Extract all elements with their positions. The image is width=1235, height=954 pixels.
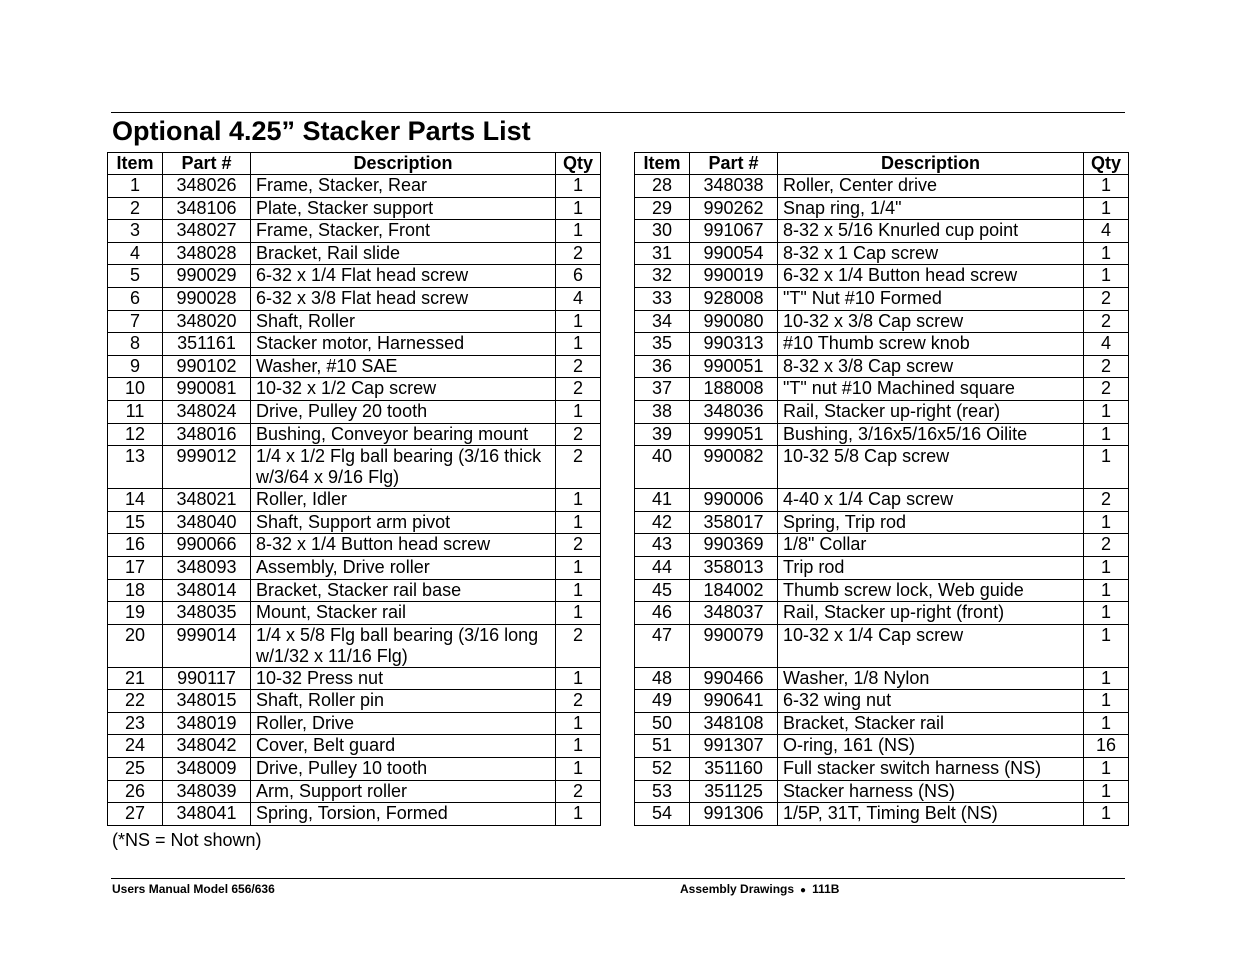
table-row: [108, 400, 601, 423]
cell-description: Frame, Stacker, Front: [251, 220, 556, 243]
cell-item: 10: [108, 378, 163, 401]
cell-part-number: 990019: [690, 265, 778, 288]
table-header-row: [108, 153, 601, 175]
cell-part-number: 990369: [690, 534, 778, 557]
cell-description: 1/4 x 1/2 Flg ball bearing (3/16 thick w/3/64 x 9/16 Flg): [251, 446, 556, 489]
cell-qty: 1: [1084, 423, 1129, 446]
table-row: [108, 602, 601, 625]
table-row: [635, 378, 1129, 401]
cell-item: 43: [635, 534, 690, 557]
cell-description: 10-32 x 1/4 Cap screw: [778, 624, 1084, 667]
cell-description: 8-32 x 5/16 Knurled cup point: [778, 220, 1084, 243]
table-row: [635, 735, 1129, 758]
cell-qty: 1: [556, 310, 601, 333]
cell-part-number: 990082: [690, 446, 778, 489]
cell-item: 19: [108, 602, 163, 625]
cell-part-number: 348026: [163, 175, 251, 198]
cell-description: Rail, Stacker up-right (rear): [778, 400, 1084, 423]
table-row: [108, 489, 601, 512]
table-row: [635, 400, 1129, 423]
cell-item: 5: [108, 265, 163, 288]
cell-qty: 2: [556, 780, 601, 803]
cell-description: 4-40 x 1/4 Cap screw: [778, 489, 1084, 512]
cell-part-number: 990313: [690, 333, 778, 356]
column-header-part: Part #: [163, 153, 251, 175]
cell-part-number: 348040: [163, 511, 251, 534]
table-row: [108, 556, 601, 579]
cell-part-number: 348035: [163, 602, 251, 625]
cell-qty: 1: [1084, 175, 1129, 198]
cell-part-number: 348027: [163, 220, 251, 243]
cell-description: Bracket, Stacker rail base: [251, 579, 556, 602]
table-row: [635, 423, 1129, 446]
cell-item: 36: [635, 355, 690, 378]
header-rule: [111, 112, 1125, 113]
table-row: [635, 579, 1129, 602]
table-row: [635, 310, 1129, 333]
cell-item: 15: [108, 511, 163, 534]
cell-description: Bracket, Stacker rail: [778, 712, 1084, 735]
cell-part-number: 990102: [163, 355, 251, 378]
table-row: [108, 735, 601, 758]
table-row: [635, 624, 1129, 667]
cell-part-number: 990029: [163, 265, 251, 288]
cell-qty: 1: [556, 333, 601, 356]
cell-item: 22: [108, 690, 163, 713]
cell-qty: 2: [556, 624, 601, 667]
cell-description: 10-32 x 1/2 Cap screw: [251, 378, 556, 401]
table-row: [108, 333, 601, 356]
cell-part-number: 348041: [163, 803, 251, 826]
table-row: [635, 265, 1129, 288]
table-row: [108, 197, 601, 220]
footer-section: [680, 881, 839, 899]
cell-description: Plate, Stacker support: [251, 197, 556, 220]
cell-part-number: 990641: [690, 690, 778, 713]
cell-qty: 1: [1084, 602, 1129, 625]
cell-item: 23: [108, 712, 163, 735]
cell-qty: 1: [1084, 197, 1129, 220]
cell-item: 52: [635, 758, 690, 781]
footer-manual-title: Users Manual Model 656/636: [112, 882, 275, 896]
cell-item: 13: [108, 446, 163, 489]
cell-item: 32: [635, 265, 690, 288]
cell-part-number: 348038: [690, 175, 778, 198]
cell-description: 8-32 x 1/4 Button head screw: [251, 534, 556, 557]
cell-description: 8-32 x 3/8 Cap screw: [778, 355, 1084, 378]
table-row: [635, 489, 1129, 512]
cell-part-number: 928008: [690, 287, 778, 310]
cell-item: 4: [108, 242, 163, 265]
cell-qty: 1: [1084, 780, 1129, 803]
cell-part-number: 990080: [690, 310, 778, 333]
cell-qty: 1: [556, 175, 601, 198]
cell-item: 48: [635, 667, 690, 690]
cell-qty: 2: [556, 378, 601, 401]
cell-description: Roller, Center drive: [778, 175, 1084, 198]
cell-qty: 1: [1084, 667, 1129, 690]
cell-part-number: 348019: [163, 712, 251, 735]
table-row: [108, 780, 601, 803]
cell-qty: 2: [556, 534, 601, 557]
cell-qty: 2: [1084, 287, 1129, 310]
table-row: [635, 556, 1129, 579]
cell-qty: 1: [1084, 624, 1129, 667]
cell-part-number: 990006: [690, 489, 778, 512]
table-row: [108, 220, 601, 243]
table-header-row: [635, 153, 1129, 175]
cell-qty: 1: [556, 556, 601, 579]
cell-qty: 1: [1084, 690, 1129, 713]
cell-item: 51: [635, 735, 690, 758]
cell-qty: 1: [556, 489, 601, 512]
cell-qty: 2: [1084, 355, 1129, 378]
cell-qty: 1: [556, 197, 601, 220]
table-row: [108, 175, 601, 198]
cell-item: 24: [108, 735, 163, 758]
cell-description: 10-32 x 3/8 Cap screw: [778, 310, 1084, 333]
cell-part-number: 348036: [690, 400, 778, 423]
table-row: [635, 602, 1129, 625]
cell-qty: 2: [556, 690, 601, 713]
cell-qty: 2: [1084, 310, 1129, 333]
footer-rule: [111, 878, 1125, 879]
cell-part-number: 990054: [690, 242, 778, 265]
table-row: [635, 803, 1129, 826]
cell-item: 12: [108, 423, 163, 446]
cell-item: 35: [635, 333, 690, 356]
cell-qty: 1: [556, 511, 601, 534]
cell-part-number: 348021: [163, 489, 251, 512]
cell-description: Assembly, Drive roller: [251, 556, 556, 579]
cell-qty: 1: [1084, 579, 1129, 602]
cell-item: 3: [108, 220, 163, 243]
table-row: [635, 690, 1129, 713]
cell-description: Spring, Trip rod: [778, 511, 1084, 534]
cell-description: Cover, Belt guard: [251, 735, 556, 758]
cell-item: 18: [108, 579, 163, 602]
cell-item: 6: [108, 287, 163, 310]
cell-item: 44: [635, 556, 690, 579]
cell-qty: 1: [556, 735, 601, 758]
cell-part-number: 990262: [690, 197, 778, 220]
column-header-qty: Qty: [1084, 153, 1129, 175]
cell-item: 9: [108, 355, 163, 378]
cell-item: 14: [108, 489, 163, 512]
column-header-qty: Qty: [556, 153, 601, 175]
column-header-part: Part #: [690, 153, 778, 175]
cell-qty: 1: [1084, 242, 1129, 265]
cell-part-number: 348042: [163, 735, 251, 758]
table-row: [635, 197, 1129, 220]
cell-description: Drive, Pulley 10 tooth: [251, 758, 556, 781]
cell-item: 37: [635, 378, 690, 401]
cell-description: Roller, Drive: [251, 712, 556, 735]
cell-description: 6-32 wing nut: [778, 690, 1084, 713]
table-row: [108, 758, 601, 781]
cell-item: 39: [635, 423, 690, 446]
cell-qty: 1: [556, 579, 601, 602]
cell-description: Mount, Stacker rail: [251, 602, 556, 625]
cell-qty: 1: [556, 667, 601, 690]
cell-item: 50: [635, 712, 690, 735]
cell-qty: 1: [556, 803, 601, 826]
cell-description: 8-32 x 1 Cap screw: [778, 242, 1084, 265]
cell-description: 10-32 5/8 Cap screw: [778, 446, 1084, 489]
cell-description: 6-32 x 3/8 Flat head screw: [251, 287, 556, 310]
cell-part-number: 999014: [163, 624, 251, 667]
cell-description: Bracket, Rail slide: [251, 242, 556, 265]
cell-part-number: 991306: [690, 803, 778, 826]
cell-qty: 2: [556, 355, 601, 378]
table-row: [635, 175, 1129, 198]
cell-qty: 16: [1084, 735, 1129, 758]
cell-item: 28: [635, 175, 690, 198]
cell-item: 42: [635, 511, 690, 534]
cell-part-number: 990079: [690, 624, 778, 667]
cell-part-number: 358017: [690, 511, 778, 534]
cell-item: 2: [108, 197, 163, 220]
cell-qty: 2: [1084, 489, 1129, 512]
table-row: [635, 446, 1129, 489]
cell-description: 6-32 x 1/4 Flat head screw: [251, 265, 556, 288]
table-row: [108, 242, 601, 265]
cell-qty: 1: [556, 712, 601, 735]
cell-qty: 1: [1084, 803, 1129, 826]
cell-description: 10-32 Press nut: [251, 667, 556, 690]
table-row: [635, 355, 1129, 378]
cell-description: Stacker harness (NS): [778, 780, 1084, 803]
cell-description: #10 Thumb screw knob: [778, 333, 1084, 356]
cell-item: 16: [108, 534, 163, 557]
cell-qty: 1: [1084, 556, 1129, 579]
cell-part-number: 348093: [163, 556, 251, 579]
cell-item: 33: [635, 287, 690, 310]
cell-part-number: 351125: [690, 780, 778, 803]
cell-item: 40: [635, 446, 690, 489]
cell-description: 1/5P, 31T, Timing Belt (NS): [778, 803, 1084, 826]
cell-description: Spring, Torsion, Formed: [251, 803, 556, 826]
cell-part-number: 348016: [163, 423, 251, 446]
cell-qty: 1: [556, 602, 601, 625]
cell-item: 17: [108, 556, 163, 579]
table-row: [635, 287, 1129, 310]
cell-item: 26: [108, 780, 163, 803]
cell-item: 49: [635, 690, 690, 713]
cell-part-number: 184002: [690, 579, 778, 602]
cell-description: Rail, Stacker up-right (front): [778, 602, 1084, 625]
table-row: [635, 534, 1129, 557]
cell-description: "T" nut #10 Machined square: [778, 378, 1084, 401]
cell-description: Roller, Idler: [251, 489, 556, 512]
cell-description: 6-32 x 1/4 Button head screw: [778, 265, 1084, 288]
cell-qty: 4: [556, 287, 601, 310]
table-row: [108, 667, 601, 690]
cell-qty: 2: [1084, 534, 1129, 557]
cell-description: Drive, Pulley 20 tooth: [251, 400, 556, 423]
cell-description: Thumb screw lock, Web guide: [778, 579, 1084, 602]
cell-item: 54: [635, 803, 690, 826]
cell-qty: 1: [1084, 511, 1129, 534]
cell-item: 31: [635, 242, 690, 265]
table-row: [635, 780, 1129, 803]
table-row: [108, 423, 601, 446]
cell-qty: 2: [556, 242, 601, 265]
cell-part-number: 990081: [163, 378, 251, 401]
cell-part-number: 351160: [690, 758, 778, 781]
cell-part-number: 351161: [163, 333, 251, 356]
cell-part-number: 348009: [163, 758, 251, 781]
table-row: [108, 355, 601, 378]
cell-qty: 4: [1084, 333, 1129, 356]
cell-item: 30: [635, 220, 690, 243]
cell-item: 27: [108, 803, 163, 826]
cell-qty: 6: [556, 265, 601, 288]
cell-description: Trip rod: [778, 556, 1084, 579]
cell-description: Shaft, Roller pin: [251, 690, 556, 713]
cell-item: 21: [108, 667, 163, 690]
cell-description: Washer, #10 SAE: [251, 355, 556, 378]
cell-part-number: 991067: [690, 220, 778, 243]
cell-part-number: 990117: [163, 667, 251, 690]
cell-qty: 1: [1084, 446, 1129, 489]
cell-description: Stacker motor, Harnessed: [251, 333, 556, 356]
cell-description: Arm, Support roller: [251, 780, 556, 803]
table-row: [108, 803, 601, 826]
cell-part-number: 348106: [163, 197, 251, 220]
table-row: [108, 287, 601, 310]
cell-part-number: 348014: [163, 579, 251, 602]
cell-part-number: 990028: [163, 287, 251, 310]
parts-table-left: [107, 152, 601, 826]
cell-part-number: 999012: [163, 446, 251, 489]
cell-part-number: 348024: [163, 400, 251, 423]
page-title: Optional 4.25” Stacker Parts List: [112, 116, 531, 146]
cell-item: 8: [108, 333, 163, 356]
cell-qty: 1: [556, 400, 601, 423]
column-header-item: Item: [108, 153, 163, 175]
table-row: [108, 265, 601, 288]
cell-item: 47: [635, 624, 690, 667]
column-header-description: Description: [251, 153, 556, 175]
cell-description: Shaft, Roller: [251, 310, 556, 333]
cell-description: Washer, 1/8 Nylon: [778, 667, 1084, 690]
table-row: [635, 511, 1129, 534]
cell-item: 11: [108, 400, 163, 423]
cell-part-number: 348020: [163, 310, 251, 333]
cell-part-number: 348108: [690, 712, 778, 735]
cell-part-number: 999051: [690, 423, 778, 446]
footnote: (*NS = Not shown): [112, 830, 262, 850]
cell-item: 20: [108, 624, 163, 667]
table-row: [635, 333, 1129, 356]
cell-qty: 1: [1084, 758, 1129, 781]
cell-part-number: 188008: [690, 378, 778, 401]
cell-description: Frame, Stacker, Rear: [251, 175, 556, 198]
footer-page-number: 111B: [812, 882, 840, 896]
cell-item: 38: [635, 400, 690, 423]
cell-description: 1/8" Collar: [778, 534, 1084, 557]
cell-part-number: 348028: [163, 242, 251, 265]
table-row: [108, 624, 601, 667]
table-row: [635, 667, 1129, 690]
cell-part-number: 358013: [690, 556, 778, 579]
table-row: [108, 446, 601, 489]
table-row: [108, 690, 601, 713]
cell-description: O-ring, 161 (NS): [778, 735, 1084, 758]
cell-part-number: 348037: [690, 602, 778, 625]
table-row: [108, 579, 601, 602]
cell-item: 46: [635, 602, 690, 625]
cell-qty: 1: [556, 220, 601, 243]
cell-item: 25: [108, 758, 163, 781]
bullet-icon: ●: [800, 885, 807, 896]
cell-item: 45: [635, 579, 690, 602]
cell-qty: 4: [1084, 220, 1129, 243]
table-row: [635, 712, 1129, 735]
cell-qty: 2: [556, 446, 601, 489]
cell-part-number: 990051: [690, 355, 778, 378]
cell-item: 34: [635, 310, 690, 333]
table-row: [108, 712, 601, 735]
table-row: [108, 378, 601, 401]
cell-part-number: 990066: [163, 534, 251, 557]
cell-item: 41: [635, 489, 690, 512]
column-header-item: Item: [635, 153, 690, 175]
cell-qty: 1: [1084, 400, 1129, 423]
cell-part-number: 991307: [690, 735, 778, 758]
cell-description: Bushing, Conveyor bearing mount: [251, 423, 556, 446]
cell-part-number: 990466: [690, 667, 778, 690]
cell-qty: 2: [1084, 378, 1129, 401]
cell-part-number: 348039: [163, 780, 251, 803]
cell-item: 7: [108, 310, 163, 333]
table-row: [108, 534, 601, 557]
cell-description: Shaft, Support arm pivot: [251, 511, 556, 534]
cell-qty: 2: [556, 423, 601, 446]
cell-qty: 1: [1084, 712, 1129, 735]
footer-section-name: Assembly Drawings: [680, 882, 795, 896]
table-row: [108, 310, 601, 333]
table-row: [635, 220, 1129, 243]
cell-description: Bushing, 3/16x5/16x5/16 Oilite: [778, 423, 1084, 446]
cell-item: 29: [635, 197, 690, 220]
column-header-description: Description: [778, 153, 1084, 175]
table-row: [635, 758, 1129, 781]
cell-description: Full stacker switch harness (NS): [778, 758, 1084, 781]
cell-description: 1/4 x 5/8 Flg ball bearing (3/16 long w/1/32 x 11/16 Flg): [251, 624, 556, 667]
cell-description: Snap ring, 1/4": [778, 197, 1084, 220]
cell-qty: 1: [1084, 265, 1129, 288]
table-row: [635, 242, 1129, 265]
cell-description: "T" Nut #10 Formed: [778, 287, 1084, 310]
cell-item: 53: [635, 780, 690, 803]
cell-part-number: 348015: [163, 690, 251, 713]
cell-item: 1: [108, 175, 163, 198]
table-row: [108, 511, 601, 534]
parts-table-right: [634, 152, 1129, 826]
cell-qty: 1: [556, 758, 601, 781]
